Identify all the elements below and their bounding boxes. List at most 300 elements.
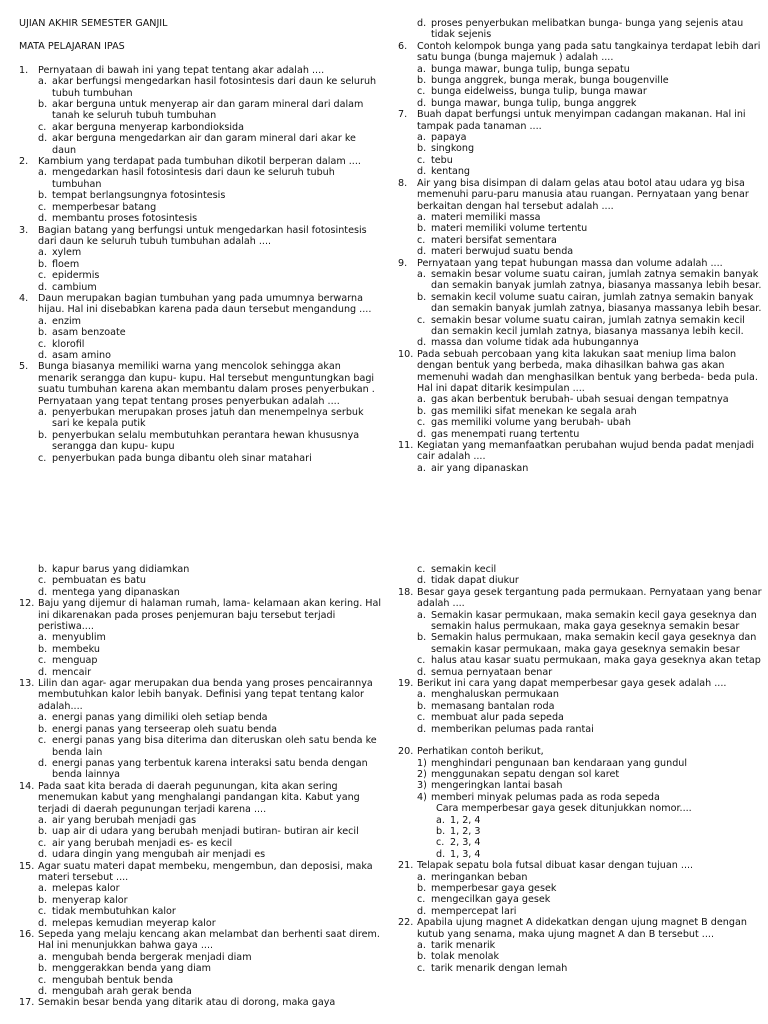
question-text: Pernyataan yang tepat hubungan massa dan volume adalah .... xyxy=(417,257,723,269)
question-text: Semakin besar benda yang ditarik atau di dorong, maka gaya xyxy=(38,997,336,1009)
question-13 xyxy=(19,678,383,781)
carry-options xyxy=(398,564,762,587)
option-text: gas akan berbentuk berubah- ubah sesuai dengan tempatnya xyxy=(431,394,729,406)
answer-option xyxy=(398,166,762,177)
option-text: semakin kecil volume suatu cairan, jumlah zatnya semakin banyak dan semakin banyak jumlah zatnya, biasanya massanya lebih besar. xyxy=(431,291,762,315)
option-letter: a. xyxy=(417,462,426,474)
option-letter: c. xyxy=(38,575,47,587)
option-letter: b. xyxy=(417,75,427,87)
question-22 xyxy=(398,917,762,974)
answer-option xyxy=(398,575,762,586)
option-letter: c. xyxy=(38,655,47,667)
answer-option xyxy=(398,269,762,292)
option-letter: c. xyxy=(417,564,426,575)
question-text: Besar gaya gesek tergantung pada permukaan. Pernyataan yang benar adalah .... xyxy=(417,586,762,610)
option-letter: d. xyxy=(38,349,48,361)
answer-option xyxy=(19,575,383,586)
question-stem xyxy=(19,225,383,248)
option-text: penyerbukan pada bunga dibantu oleh sinar matahari xyxy=(52,452,312,464)
question-text: Bagian batang yang berfungsi untuk mengedarkan hasil fotosintesis dari daun ke seluruh tubuh tumbuhan adalah .... xyxy=(38,224,367,247)
answer-option xyxy=(19,632,383,643)
option-text: melepas kemudian meyerap kalor xyxy=(52,917,216,929)
option-letter: d. xyxy=(417,575,427,587)
question-number: 9. xyxy=(398,257,408,269)
answer-option xyxy=(19,282,383,293)
question-8 xyxy=(398,178,762,258)
option-letter: c. xyxy=(38,906,47,918)
page2-right-column xyxy=(398,564,762,974)
option-letter: d. xyxy=(38,849,48,861)
option-letter: a. xyxy=(38,814,47,826)
numbered-list xyxy=(398,758,762,804)
option-text: memasang bantalan roda xyxy=(431,700,555,712)
option-text: mengubah arah gerak benda xyxy=(52,986,192,998)
option-text: bunga mawar, bunga tulip, bunga sepatu xyxy=(431,63,630,75)
answer-option xyxy=(19,247,383,258)
option-text: enzim xyxy=(52,315,82,327)
question-stem xyxy=(19,65,383,76)
option-text: energi panas yang bisa diterima dan diteruskan oleh satu benda ke benda lain xyxy=(52,735,377,758)
option-text: air yang dipanaskan xyxy=(431,462,529,474)
option-text: penyerbukan selalu membutuhkan perantara hewan khususnya serangga dan kupu- kupu xyxy=(52,429,360,453)
answer-option xyxy=(19,587,383,598)
option-text: membantu proses fotosintesis xyxy=(52,213,198,225)
question-text: Berikut ini cara yang dapat memperbesar gaya gesek adalah .... xyxy=(417,678,727,690)
question-stem xyxy=(398,587,762,610)
option-letter: c. xyxy=(417,154,426,166)
question-text: Daun merupakan bagian tumbuhan yang pada umumnya berwarna hijau. Hal ini disebabkan karena pada daun tersebut mengandung .... xyxy=(38,292,372,316)
answer-option xyxy=(398,667,762,678)
option-text: akar berguna untuk menyerap air dan garam mineral dari dalam tanah ke seluruh tubuh tumbuhan xyxy=(52,99,364,122)
question-number: 5. xyxy=(19,361,29,373)
option-letter: b. xyxy=(417,143,427,155)
exam-page-2 xyxy=(0,512,768,1024)
question-prompt: Cara memperbesar gaya gesek ditunjukkan nomor.... xyxy=(436,803,692,815)
item-number: 1) xyxy=(417,757,427,769)
option-text: materi memiliki massa xyxy=(431,211,541,223)
subject-title: MATA PELAJARAN IPAS xyxy=(19,41,125,53)
answer-option xyxy=(19,453,383,464)
answer-option xyxy=(19,918,383,929)
question-stem xyxy=(19,156,383,167)
answer-option xyxy=(398,610,762,633)
answer-option xyxy=(398,724,762,735)
question-text: Kegiatan yang memanfaatkan perubahan wujud benda padat menjadi cair adalah .... xyxy=(417,440,755,463)
option-letter: d. xyxy=(38,666,48,678)
answer-option xyxy=(398,315,762,338)
option-text: tidak membutuhkan kalor xyxy=(52,906,176,918)
option-letter: b. xyxy=(436,825,446,837)
question-stem xyxy=(19,598,383,632)
answer-option xyxy=(19,407,383,430)
option-letter: b. xyxy=(38,564,48,575)
option-letter: b. xyxy=(38,826,48,838)
option-letter: c. xyxy=(417,655,426,667)
option-text: menggerakkan benda yang diam xyxy=(52,963,212,975)
page2-left-column xyxy=(19,564,383,1009)
option-text: meringankan beban xyxy=(431,871,528,883)
question-17 xyxy=(19,997,383,1008)
option-text: tebu xyxy=(431,154,453,166)
option-text: mengedarkan hasil fotosintesis dari daun ke seluruh tubuh tumbuhan xyxy=(52,167,335,190)
question-1 xyxy=(19,65,383,156)
answer-option xyxy=(398,872,762,883)
option-letter: a. xyxy=(38,407,47,418)
option-text: udara dingin yang mengubah air menjadi es xyxy=(52,849,266,861)
question-stem xyxy=(398,41,762,64)
question-number: 15. xyxy=(19,860,35,872)
option-letter: a. xyxy=(38,883,47,895)
question-9 xyxy=(398,258,762,349)
option-letter: b. xyxy=(417,951,427,963)
option-letter: a. xyxy=(417,63,426,75)
question-stem xyxy=(398,178,762,212)
option-letter: d. xyxy=(38,586,48,598)
question-number: 1. xyxy=(19,64,29,76)
option-text: asam amino xyxy=(52,349,111,361)
answer-option xyxy=(19,99,383,122)
question-number: 6. xyxy=(398,40,408,52)
answer-option xyxy=(19,826,383,837)
answer-option xyxy=(398,75,762,86)
option-letter: c. xyxy=(417,86,426,98)
question-text: Contoh kelompok bunga yang pada satu tangkainya terdapat lebih dari satu bunga (bunga majemuk ) adalah .... xyxy=(417,40,761,64)
option-letter: c. xyxy=(38,974,47,986)
option-text: bunga eidelweiss, bunga tulip, bunga mawar xyxy=(431,86,647,98)
question-7 xyxy=(398,109,762,177)
option-letter: c. xyxy=(417,234,426,246)
option-text: gas memiliki sifat menekan ke segala arah xyxy=(431,405,637,417)
answer-option xyxy=(19,202,383,213)
answer-option xyxy=(398,292,762,315)
answer-option xyxy=(398,655,762,666)
option-text: epidermis xyxy=(52,270,100,282)
option-letter: a. xyxy=(417,268,426,280)
option-letter: b. xyxy=(417,223,427,235)
option-letter: a. xyxy=(417,132,426,144)
option-text: membeku xyxy=(52,643,100,655)
item-text: menghindari pengunaan ban kendaraan yang gundul xyxy=(431,757,688,769)
answer-option xyxy=(398,701,762,712)
option-text: uap air di udara yang berubah menjadi butiran- butiran air kecil xyxy=(52,826,359,838)
option-letter: a. xyxy=(436,814,445,826)
answer-option xyxy=(398,406,762,417)
question-stem xyxy=(398,860,762,871)
option-letter: d. xyxy=(417,246,427,258)
option-letter: b. xyxy=(38,894,48,906)
item-number: 2) xyxy=(417,768,427,780)
answer-option xyxy=(19,963,383,974)
option-text: energi panas yang terbentuk karena interaksi satu benda dengan benda lainnya xyxy=(52,757,368,781)
answer-option xyxy=(398,849,762,860)
option-letter: d. xyxy=(38,986,48,998)
question-stem xyxy=(19,678,383,712)
option-text: mencair xyxy=(52,666,92,678)
question-text: Pada sebuah percobaan yang kita lakukan saat meniup lima balon dengan bentuk yang berbeda, maka dihasilkan bahwa gas akan memenuhi wadah dan menghasilkan bentuk yang berbeda- beda pula. Hal ini dapat ditarik kesimpulan .... xyxy=(417,348,758,394)
answer-option xyxy=(398,837,762,848)
option-text: memberikan pelumas pada rantai xyxy=(431,723,594,735)
option-letter: b. xyxy=(417,291,427,303)
option-letter: d. xyxy=(38,757,48,769)
answer-option xyxy=(19,327,383,338)
option-text: tarik menarik xyxy=(431,940,496,951)
option-text: melepas kalor xyxy=(52,883,120,895)
option-text: penyerbukan merupakan proses jatuh dan menempelnya serbuk sari ke kepala putik xyxy=(52,407,364,430)
question-number: 21. xyxy=(398,860,414,872)
option-text: floem xyxy=(52,258,80,270)
option-text: 1, 2, 3 xyxy=(450,825,481,837)
option-text: proses penyerbukan melibatkan bunga- bunga yang sejenis atau tidak sejenis xyxy=(431,18,744,41)
question-number: 8. xyxy=(398,177,408,189)
question-number: 17. xyxy=(19,997,35,1009)
answer-option xyxy=(19,430,383,453)
option-text: 1, 2, 4 xyxy=(450,814,481,826)
option-letter: b. xyxy=(38,99,48,111)
answer-option xyxy=(398,963,762,974)
option-letter: d. xyxy=(417,723,427,735)
option-letter: a. xyxy=(417,689,426,701)
option-text: menyerap kalor xyxy=(52,894,128,906)
option-text: 1, 3, 4 xyxy=(450,848,481,860)
option-text: 2, 3, 4 xyxy=(450,837,481,849)
option-text: Semakin halus permukaan, maka semakin kecil gaya geseknya dan semakin kasar permukaan, maka gaya geseknya semakin besar xyxy=(431,632,757,655)
option-letter: c. xyxy=(38,452,47,464)
answer-option xyxy=(19,76,383,99)
answer-option xyxy=(19,190,383,201)
option-letter: a. xyxy=(38,632,47,644)
option-text: xylem xyxy=(52,247,82,259)
answer-option xyxy=(398,417,762,428)
option-letter: a. xyxy=(417,609,426,621)
question-stem xyxy=(398,440,762,463)
option-letter: b. xyxy=(38,258,48,270)
question-text: Bunga biasanya memiliki warna yang mencolok sehingga akan menarik serangga dan kupu- kupu. Hal tersebut menguntungkan bagi suatu tumbuhan karena akan membantu dalam proses penyerbukan . Pernyataan yang tepat tentang proses penyerbukan adalah .... xyxy=(38,361,375,407)
questions-21-22 xyxy=(398,860,762,974)
option-text: kentang xyxy=(431,166,471,178)
option-text: massa dan volume tidak ada hubungannya xyxy=(431,337,639,349)
question-6 xyxy=(398,41,762,109)
option-text: materi berwujud suatu benda xyxy=(431,246,574,258)
option-text: tolak menolak xyxy=(431,951,500,963)
answer-option xyxy=(398,940,762,951)
option-text: akar berguna menyerap karbondioksida xyxy=(52,121,245,133)
answer-option xyxy=(19,975,383,986)
question-stem xyxy=(19,293,383,316)
option-letter: b. xyxy=(417,700,427,712)
option-letter: a. xyxy=(417,871,426,883)
option-letter: c. xyxy=(417,962,426,974)
option-letter: d. xyxy=(417,337,427,349)
option-letter: a. xyxy=(38,76,47,88)
question-number: 12. xyxy=(19,598,35,610)
option-text: air yang berubah menjadi es- es kecil xyxy=(52,837,233,849)
answer-option xyxy=(19,316,383,327)
option-letter: d. xyxy=(417,166,427,178)
answer-option xyxy=(19,122,383,133)
option-letter: d. xyxy=(436,848,446,860)
option-text: semakin kecil xyxy=(431,564,497,575)
question-text: Apabila ujung magnet A didekatkan dengan ujung magnet B dengan kutub yang senama, maka ujung magnet A dan B tersebut .... xyxy=(417,917,747,940)
answer-option xyxy=(398,132,762,143)
option-letter: b. xyxy=(38,723,48,735)
question-18 xyxy=(398,587,762,678)
question-stem xyxy=(398,917,762,940)
option-letter: d. xyxy=(38,917,48,929)
answer-option xyxy=(398,394,762,405)
option-letter: c. xyxy=(417,417,426,429)
numbered-item xyxy=(398,769,762,780)
option-text: gas memiliki volume yang berubah- ubah xyxy=(431,417,631,429)
answer-option xyxy=(398,98,762,109)
numbered-item xyxy=(398,780,762,791)
option-letter: a. xyxy=(38,315,47,327)
question-text: Pernyataan di bawah ini yang tepat tentang akar adalah .... xyxy=(38,64,325,76)
answer-option xyxy=(398,429,762,440)
question-14 xyxy=(19,781,383,861)
item-number: 4) xyxy=(417,791,427,803)
question-10 xyxy=(398,349,762,440)
answer-option xyxy=(398,64,762,75)
question-stem xyxy=(398,109,762,132)
question-text: Telapak sepatu bola futsal dibuat kasar dengan tujuan .... xyxy=(417,860,694,872)
question-number: 16. xyxy=(19,929,35,940)
option-letter: a. xyxy=(38,167,47,179)
answer-option xyxy=(398,712,762,723)
option-letter: a. xyxy=(38,247,47,259)
question-12 xyxy=(19,598,383,678)
answer-option xyxy=(398,337,762,348)
question-text: Kambium yang terdapat pada tumbuhan dikotil berperan dalam .... xyxy=(38,156,361,168)
answer-option xyxy=(398,951,762,962)
answer-option xyxy=(398,632,762,655)
option-text: menyublim xyxy=(52,632,106,644)
option-letter: a. xyxy=(417,211,426,223)
option-text: klorofil xyxy=(52,338,85,350)
question-number: 7. xyxy=(398,109,408,121)
option-text: semakin besar volume suatu cairan, jumlah zatnya semakin banyak dan semakin banyak jumlah zatnya, biasanya massanya lebih besar. xyxy=(431,268,762,292)
option-text: semua pernyataan benar xyxy=(431,666,553,678)
answer-option xyxy=(398,246,762,257)
option-text: semakin besar volume suatu cairan, jumlah zatnya semakin kecil dan semakin kecil jumlah zatnya, biasanya massanya lebih kecil. xyxy=(431,314,745,337)
option-letter: c. xyxy=(417,712,426,724)
answer-option xyxy=(19,815,383,826)
question-number: 11. xyxy=(398,440,414,452)
question-number: 4. xyxy=(19,292,29,304)
option-text: menguap xyxy=(52,655,98,667)
answer-option xyxy=(19,895,383,906)
answer-option xyxy=(19,667,383,678)
option-text: mentega yang dipanaskan xyxy=(52,586,180,598)
answer-option xyxy=(398,564,762,575)
option-letter: d. xyxy=(417,18,427,29)
option-text: singkong xyxy=(431,143,475,155)
answer-options xyxy=(398,815,762,861)
question-stem xyxy=(19,861,383,884)
question-20 xyxy=(398,746,762,860)
answer-option xyxy=(398,689,762,700)
answer-option xyxy=(19,952,383,963)
question-text: Perhatikan contoh berikut, xyxy=(417,746,544,758)
option-text: papaya xyxy=(431,132,467,144)
question-stem xyxy=(398,349,762,395)
option-letter: d. xyxy=(38,281,48,293)
option-text: gas menempati ruang tertentu xyxy=(431,428,580,440)
option-text: tarik menarik dengan lemah xyxy=(431,962,568,974)
question-16 xyxy=(19,929,383,997)
option-text: tidak dapat diukur xyxy=(431,575,519,587)
option-text: asam benzoate xyxy=(52,327,126,339)
questions-12-17 xyxy=(19,598,383,1009)
option-letter: d. xyxy=(417,97,427,109)
option-text: energi panas yang terseerap oleh suatu benda xyxy=(52,723,278,735)
option-text: cambium xyxy=(52,281,97,293)
question-15 xyxy=(19,861,383,929)
answer-option xyxy=(398,143,762,154)
option-letter: b. xyxy=(38,190,48,202)
option-letter: c. xyxy=(436,837,445,849)
option-letter: a. xyxy=(38,951,47,963)
questions-18-19 xyxy=(398,587,762,735)
questions-6-11 xyxy=(398,41,762,474)
question-2 xyxy=(19,156,383,224)
item-text: memberi minyak pelumas pada as roda sepeda xyxy=(431,791,660,803)
item-number: 3) xyxy=(417,780,427,792)
item-text: menggunakan sepatu dengan sol karet xyxy=(431,768,620,780)
option-letter: a. xyxy=(417,940,426,951)
option-letter: c. xyxy=(417,894,426,906)
question-text: Baju yang dijemur di halaman rumah, lama- kelamaan akan kering. Hal ini dikarenakan pada proses penjemuran baju tersebut terjadi peristiwa.... xyxy=(38,598,382,633)
question-text: Pada saat kita berada di daerah pegunungan, kita akan sering menemukan kabut yang menghalangi pandangan kita. Kabut yang terjadi di daerah pegunungan terjadi karena .... xyxy=(38,780,360,815)
option-letter: b. xyxy=(38,429,48,441)
question-5 xyxy=(19,361,383,464)
answer-option xyxy=(398,463,762,474)
question-number: 10. xyxy=(398,348,414,360)
answer-option xyxy=(19,849,383,860)
question-3 xyxy=(19,225,383,293)
answer-option xyxy=(19,350,383,361)
answer-option xyxy=(19,339,383,350)
answer-option xyxy=(19,564,383,575)
answer-option xyxy=(19,838,383,849)
option-letter: c. xyxy=(38,201,47,213)
question-text: Air yang bisa disimpan di dalam gelas atau botol atau udara yg bisa memenuhi paru-paru manusia atau ruangan. Pernyataan yang benar berkaitan dengan hal tersebut adalah .... xyxy=(417,177,749,212)
option-letter: c. xyxy=(38,338,47,350)
option-letter: c. xyxy=(38,121,47,133)
answer-option xyxy=(398,826,762,837)
answer-option xyxy=(398,223,762,234)
option-letter: b. xyxy=(38,643,48,655)
question-number: 20. xyxy=(398,746,414,758)
numbered-item xyxy=(398,792,762,803)
option-letter: a. xyxy=(417,394,426,406)
questions-1-5 xyxy=(19,65,383,464)
option-text: memperbesar gaya gesek xyxy=(431,882,557,894)
answer-option xyxy=(398,86,762,97)
option-text: menghaluskan permukaan xyxy=(431,689,559,701)
option-letter: c. xyxy=(417,314,426,326)
question-number: 2. xyxy=(19,156,29,168)
option-text: tempat berlangsungnya fotosintesis xyxy=(52,190,226,202)
option-text: mengubah benda bergerak menjadi diam xyxy=(52,951,252,963)
question-stem xyxy=(19,361,383,407)
option-text: kapur barus yang didiamkan xyxy=(52,564,190,575)
option-text: akar berguna mengedarkan air dan garam mineral dari akar ke daun xyxy=(52,133,356,156)
question-number: 3. xyxy=(19,224,29,236)
option-text: mengecilkan gaya gesek xyxy=(431,894,551,906)
option-text: memperbesar batang xyxy=(52,201,157,213)
option-letter: b. xyxy=(417,632,427,644)
answer-option xyxy=(19,644,383,655)
